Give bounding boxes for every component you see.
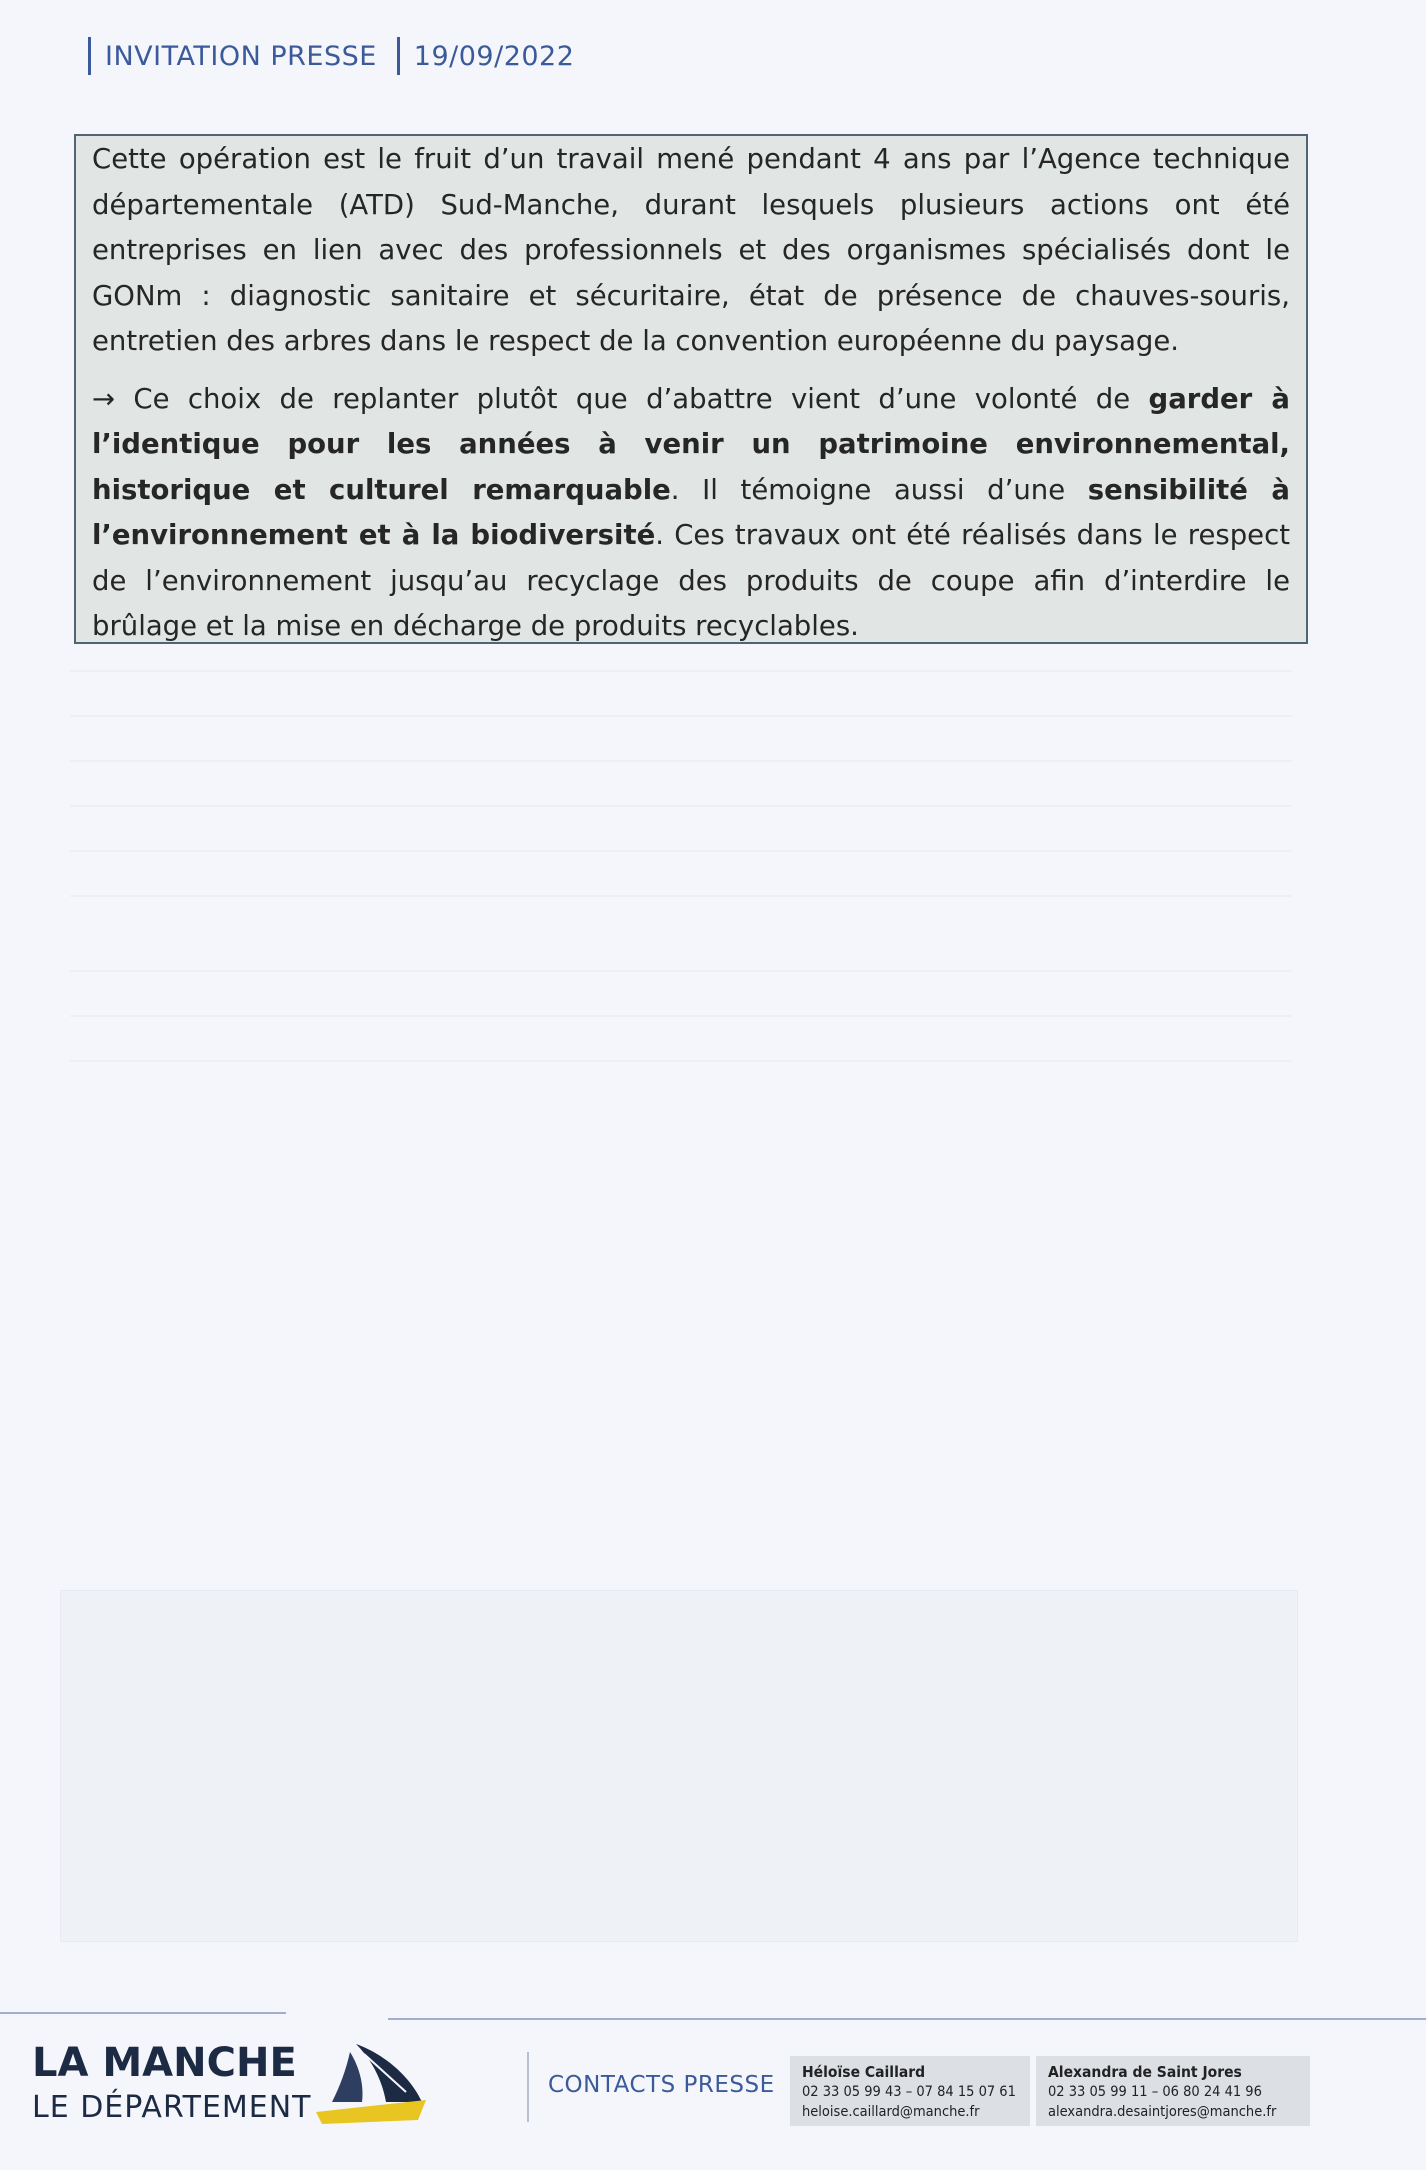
contact-card [790, 2056, 1030, 2126]
faint-line [70, 750, 1292, 772]
p2-text-c: . Il témoigne aussi d’une [670, 473, 1088, 506]
callout-paragraph-1: Cette opération est le fruit d’un travail mené pendant 4 ans par l’Agence technique départementale (ATD) Sud-Manche, durant lesquels plusieurs actions ont été entreprises en lien avec des professionnels et des organismes spécialisés dont le GONm : diagnostic sanitaire et sécuritaire, état de présence de chauves-souris, entretien des arbres dans le respect de la convention européenne du paysage. [92, 143, 1290, 357]
p2-text-a: → Ce choix de replanter plutôt que d’abattre vient d’une volonté de [92, 382, 1149, 415]
contact-phone: 02 33 05 99 11 – 06 80 24 41 96 [1048, 2084, 1262, 2100]
p2-bold-sensitivity: sensibilité à l’environnement et à la biodiversité [92, 473, 1290, 551]
contacts-label: CONTACTS PRESSE [548, 2072, 775, 2098]
faint-line [70, 660, 1292, 682]
contact-email[interactable]: heloise.caillard@manche.fr [802, 2104, 980, 2120]
header-label: INVITATION PRESSE [105, 40, 377, 72]
faint-line [70, 840, 1292, 862]
faint-line [70, 1050, 1292, 1072]
contact-name: Héloïse Caillard [802, 2063, 926, 2081]
faint-line [70, 1005, 1292, 1027]
press-header [88, 36, 574, 76]
contact-name: Alexandra de Saint Jores [1048, 2063, 1242, 2081]
header-divider [88, 37, 91, 75]
footer-rule [0, 2012, 286, 2014]
footer-separator [527, 2052, 529, 2122]
sail-logo-icon [294, 2040, 434, 2130]
faint-line [70, 885, 1292, 907]
faint-block [60, 1590, 1298, 1942]
faint-line [70, 960, 1292, 982]
logo-line-1: LA MANCHE [32, 2040, 297, 2086]
p2-text-e: . Ces travaux ont été réalisés dans le respect de l’environnement jusqu’au recyclage des produits de coupe afin d’interdire le brûlage et la mise en décharge de produits recyclables. [92, 519, 1290, 642]
la-manche-logo [32, 2040, 412, 2130]
faint-line [70, 795, 1292, 817]
callout-paragraph-2 [92, 377, 1290, 650]
callout-box [74, 134, 1308, 644]
logo-line-2: LE DÉPARTEMENT [32, 2090, 312, 2125]
footer-rule [388, 2018, 1426, 2020]
contact-card [1036, 2056, 1310, 2126]
contact-phone: 02 33 05 99 43 – 07 84 15 07 61 [802, 2084, 1016, 2100]
header-date: 19/09/2022 [413, 40, 575, 72]
faint-line [70, 705, 1292, 727]
p2-bold-heritage: garder à l’identique pour les années à venir un patrimoine environnemental, historique et culturel remarquable [92, 382, 1290, 506]
header-divider [397, 37, 400, 75]
contact-email[interactable]: alexandra.desaintjores@manche.fr [1048, 2104, 1277, 2120]
